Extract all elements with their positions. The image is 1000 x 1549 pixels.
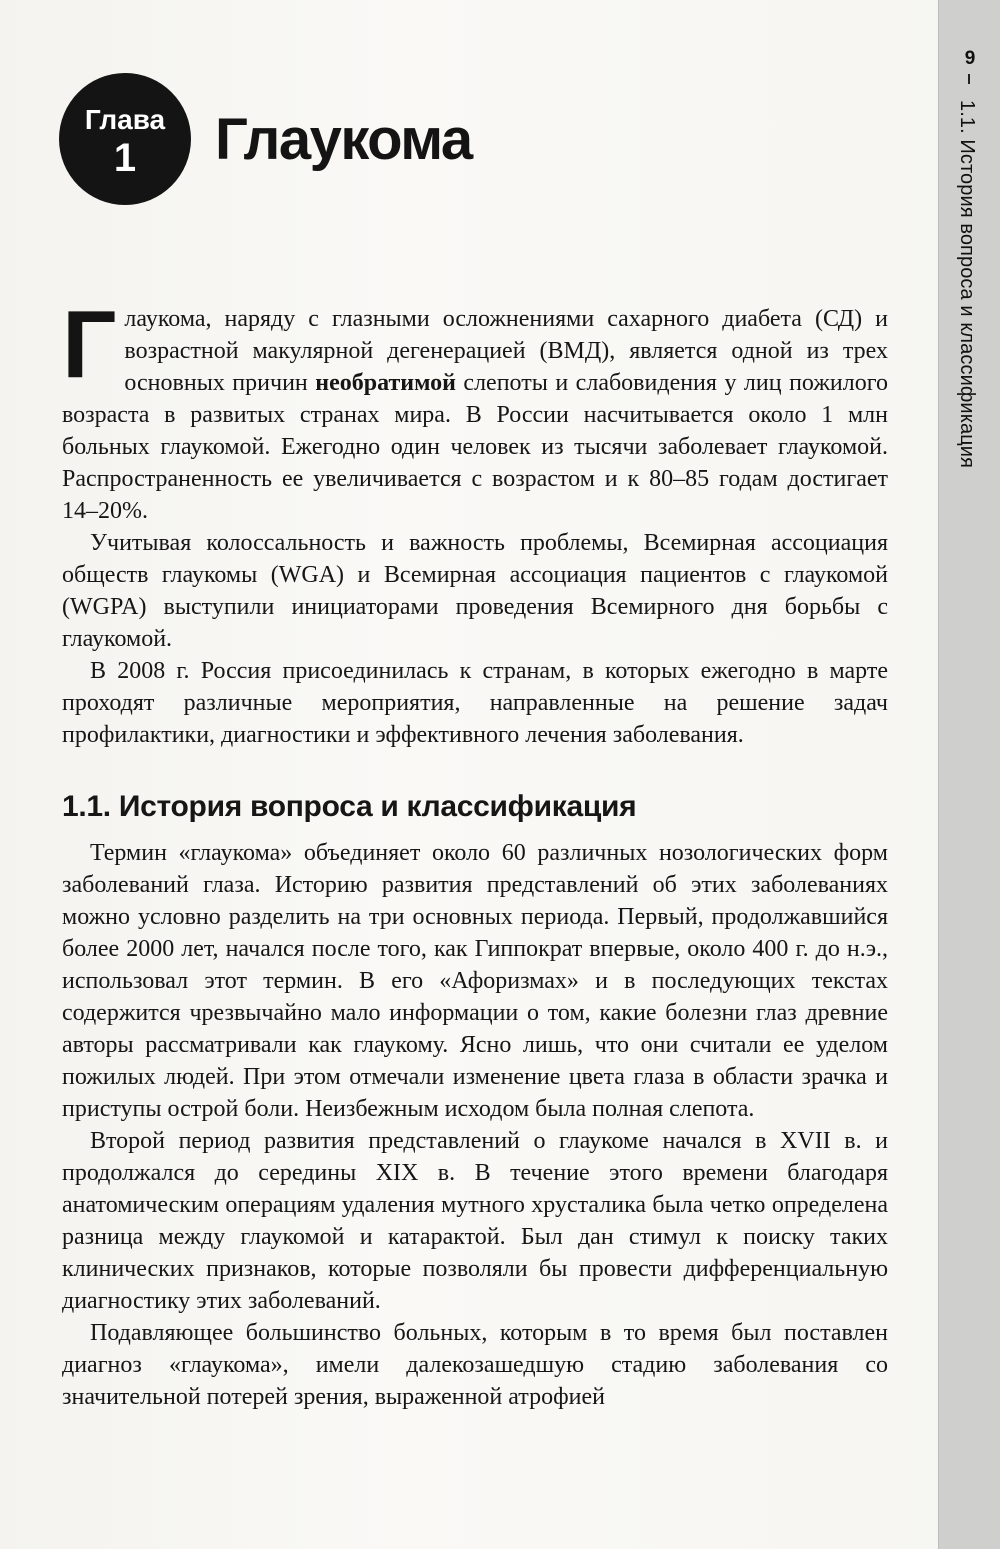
section-paragraph-1: Термин «глаукома» объединяет около 60 различных нозологических форм заболеваний глаза. Историю развития представлений об этих заболеваниях можно условно разделить на три основных периода. Первый, продолжавшийся более 2000 лет, начался после того, как Гиппократ впервые, около 400 г. до н.э., использовал этот термин. В его «Афоризмах» и в последующих текстах содержится чрезвычайно мало информации о том, какие болезни глаз древние авторы рассматривали как глаукому. Ясно лишь, что они считали ее уделом пожилых людей. При этом отмечали изменение цвета глаза в области зрачка и приступы острой боли. Неизбежным исходом была полная слепота. [62,840,888,1122]
intro-paragraph-1-text-a: лаукома, наряду с глазными осложнениями сахарного диабета (СД) и возрастной макулярной дегенерацией (ВМД), является одной из трех основных причин [124,306,888,396]
page-number-separator [968,74,970,84]
section-paragraph-3: Подавляющее большинство больных, которым в то время был поставлен диагноз «глаукома», имели далекозашедшую стадию заболевания со значительной потерей зрения, выраженной атрофией [62,1320,888,1410]
running-head: 1.1. История вопроса и классификация [956,100,978,468]
body-text [62,291,888,1413]
intro-paragraph-1-bold: необратимой [315,370,456,396]
chapter-label: Глава [84,104,166,135]
section-paragraph-2: Второй период развития представлений о глаукоме начался в XVII в. и продолжался до середины XIX в. В течение этого времени благодаря анатомическим операциям удаления мутного хрусталика была четко определена разница между глаукомой и катарактой. Был дан стимул к поиску таких клинических признаков, которые позволяли бы провести дифференциальную диагностику этих заболеваний. [62,1128,888,1314]
chapter-title: Глаукома [215,107,472,172]
intro-paragraph-2: Учитывая колоссальность и важность проблемы, Всемирная ассоциация обществ глаукомы (WGA) и Всемирная ассоциация пациентов с глаукомой (WGPA) выступили инициаторами проведения Всемирного дня борьбы с глаукомой. [62,530,888,652]
intro-paragraph-3: В 2008 г. Россия присоединилась к странам, в которых ежегодно в марте проходят различные мероприятия, направленные на решение задач профилактики, диагностики и эффективного лечения заболевания. [62,658,888,748]
chapter-number: 1 [113,136,137,180]
drop-cap: Г [62,291,117,398]
page-number: 9 [964,48,976,69]
intro-paragraph-1-text-b: слепоты и слабовидения у лиц пожилого возраста в развитых странах мира. В России насчитывается около 1 млн больных глаукомой. Ежегодно один человек из тысячи заболевает глаукомой. Распространенность ее увеличивается с возрастом и к 80–85 годам достигает 14–20%. [62,370,888,524]
running-head-tab [938,0,1000,1549]
intro-paragraph-1 [62,291,888,527]
chapter-badge [59,73,191,205]
section-heading: 1.1. История вопроса и классификация [62,790,637,823]
